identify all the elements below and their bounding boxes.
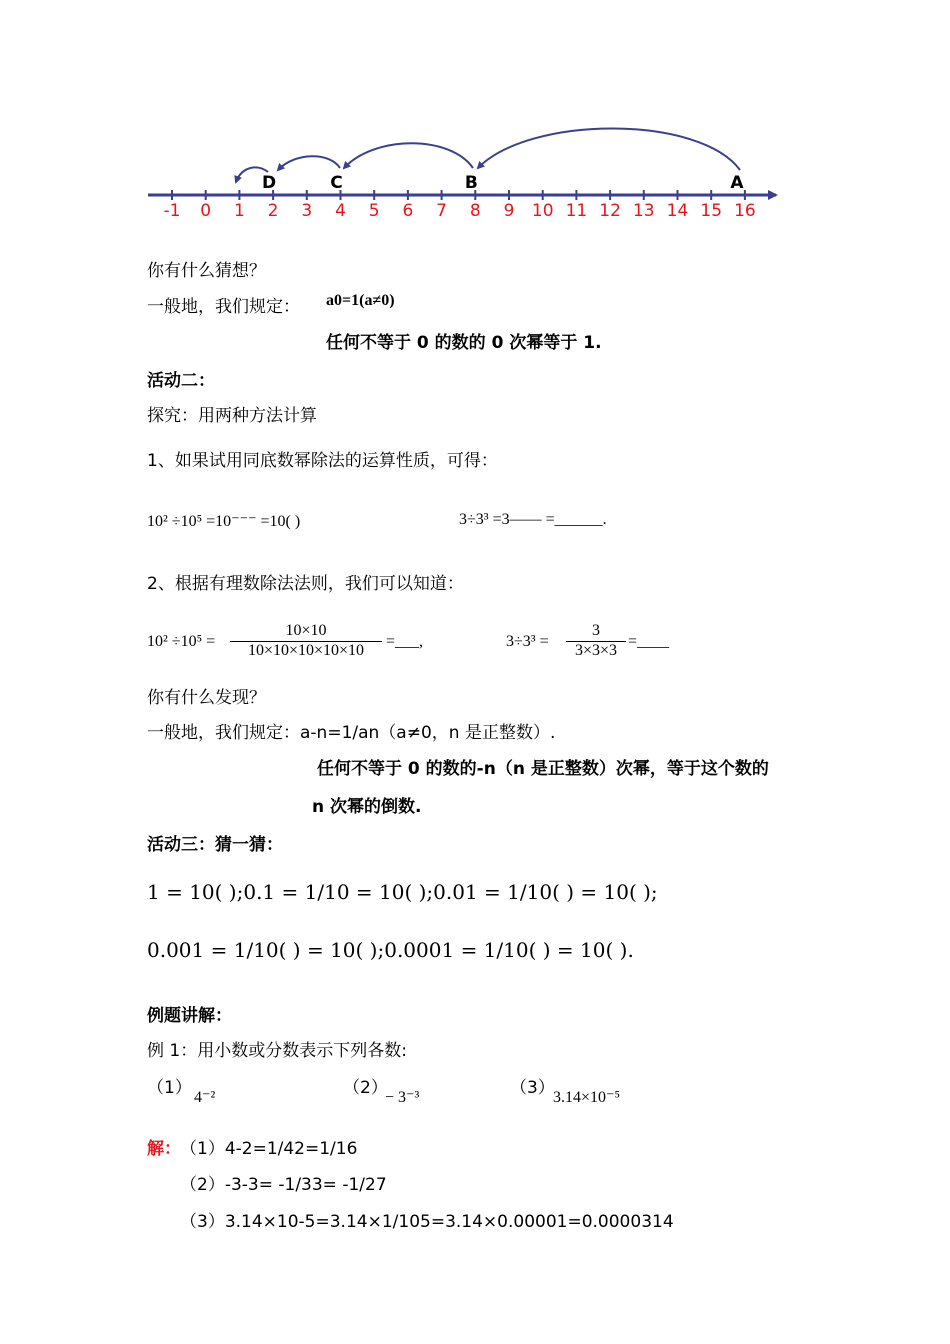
equation-1b: 3÷3³ =3—— =______. [459, 511, 607, 528]
solution-label: 解： [147, 1139, 181, 1159]
equation-2a-denominator: 10×10×10×10×10 [247, 642, 365, 659]
tick-label: 16 [734, 201, 756, 221]
part-2-expression: − 3⁻³ [385, 1089, 420, 1106]
arc-c-to-d [278, 156, 340, 170]
rule-negative-exponent: 一般地，我们规定：a-n=1/an（a≠0，n 是正整数）. [147, 723, 556, 743]
example-heading: 例题讲解： [147, 1006, 232, 1026]
arc-a-to-b [478, 128, 740, 170]
arc-b-to-c [344, 143, 473, 168]
equation-2a-lhs: 10² ÷10⁵ = [147, 633, 216, 650]
tick-label: 13 [632, 201, 655, 221]
statement-zero-exponent: 任何不等于 0 的数的 0 次幂等于 1. [326, 333, 602, 353]
equation-2b-numerator: 3 [566, 622, 626, 642]
solution-3: （3）3.14×10-5=3.14×1/105=3.14×0.00001=0.0000314 [180, 1212, 674, 1232]
tick-label: 11 [565, 201, 588, 221]
tick-label: 12 [599, 201, 621, 221]
tick-label: 8 [469, 201, 481, 221]
tick-label: -1 [163, 201, 181, 221]
item-one [147, 446, 498, 471]
point-label-a: A [730, 173, 744, 193]
statement-negative-exponent-1: 任何不等于 0 的数的-n（n 是正整数）次幂，等于这个数的 [317, 759, 769, 779]
equation-2a-rhs: =___, [386, 633, 424, 650]
discovery-question: 你有什么发现？ [147, 688, 266, 708]
part-1-expression: 4⁻² [194, 1089, 216, 1106]
activity-two-heading: 活动二： [147, 371, 215, 391]
equation-2b-denominator: 3×3×3 [574, 642, 618, 659]
equation-2b-lhs: 3÷3³ = [506, 633, 549, 650]
equation-2b-fraction [566, 622, 626, 660]
tick-label: 15 [700, 201, 723, 221]
equation-2b-rhs: =____ [628, 633, 670, 650]
solution-2: （2）-3-3= -1/33= -1/27 [180, 1175, 387, 1195]
statement-negative-exponent-2: n 次幂的倒数. [312, 797, 422, 817]
equation-1a: 10² ÷10⁵ =10⁻⁻⁻ =10( ) [147, 513, 301, 530]
point-label-d: D [262, 173, 277, 193]
tick-label: 3 [301, 201, 313, 221]
tick-label: 9 [503, 201, 515, 221]
guess-row-2: 0.001 = 1/10( ) = 10( );0.0001 = 1/10( ) = 10( ). [147, 938, 634, 962]
part-1-label: （1） [147, 1078, 192, 1098]
number-line-labels [164, 201, 756, 221]
activity-three-heading: 活动三：猜一猜： [147, 835, 283, 855]
part-3-label: （3） [510, 1078, 555, 1098]
part-3-expression: 3.14×10⁻⁵ [553, 1089, 621, 1106]
item-one-text: 1、如果试用同底数幂除法的运算性质，可得： [147, 451, 498, 471]
equation-2a-numerator: 10×10 [230, 622, 382, 642]
tick-label: 10 [531, 201, 554, 221]
point-label-b: B [464, 173, 478, 193]
tick-label: 0 [200, 201, 212, 221]
solution-1: （1）4-2=1/42=1/16 [180, 1139, 358, 1159]
tick-label: 6 [402, 201, 414, 221]
tick-label: 14 [666, 201, 689, 221]
point-label-c: C [330, 173, 343, 193]
number-line-figure [140, 120, 790, 230]
rule-prefix: 一般地，我们规定： [147, 297, 300, 317]
tick-label: 4 [335, 201, 346, 221]
part-2-label: （2） [343, 1078, 388, 1098]
guess-row-1: 1 = 10( );0.1 = 1/10 = 10( );0.01 = 1/10( ) = 10( ); [147, 880, 658, 904]
tick-label: 7 [436, 201, 448, 221]
equation-2a-fraction [230, 622, 382, 660]
explore-text: 探究：用两种方法计算 [147, 406, 317, 426]
tick-label: 1 [233, 201, 245, 221]
tick-label: 5 [368, 201, 380, 221]
item-two: 2、根据有理数除法法则，我们可以知道： [147, 574, 464, 594]
rule-zero-exponent: a0=1(a≠0) [326, 292, 395, 309]
tick-label: 2 [267, 201, 279, 221]
number-line-points [262, 173, 744, 193]
guess-question: 你有什么猜想？ [147, 261, 266, 281]
example-one-prompt: 例 1：用小数或分数表示下列各数: [147, 1041, 407, 1061]
